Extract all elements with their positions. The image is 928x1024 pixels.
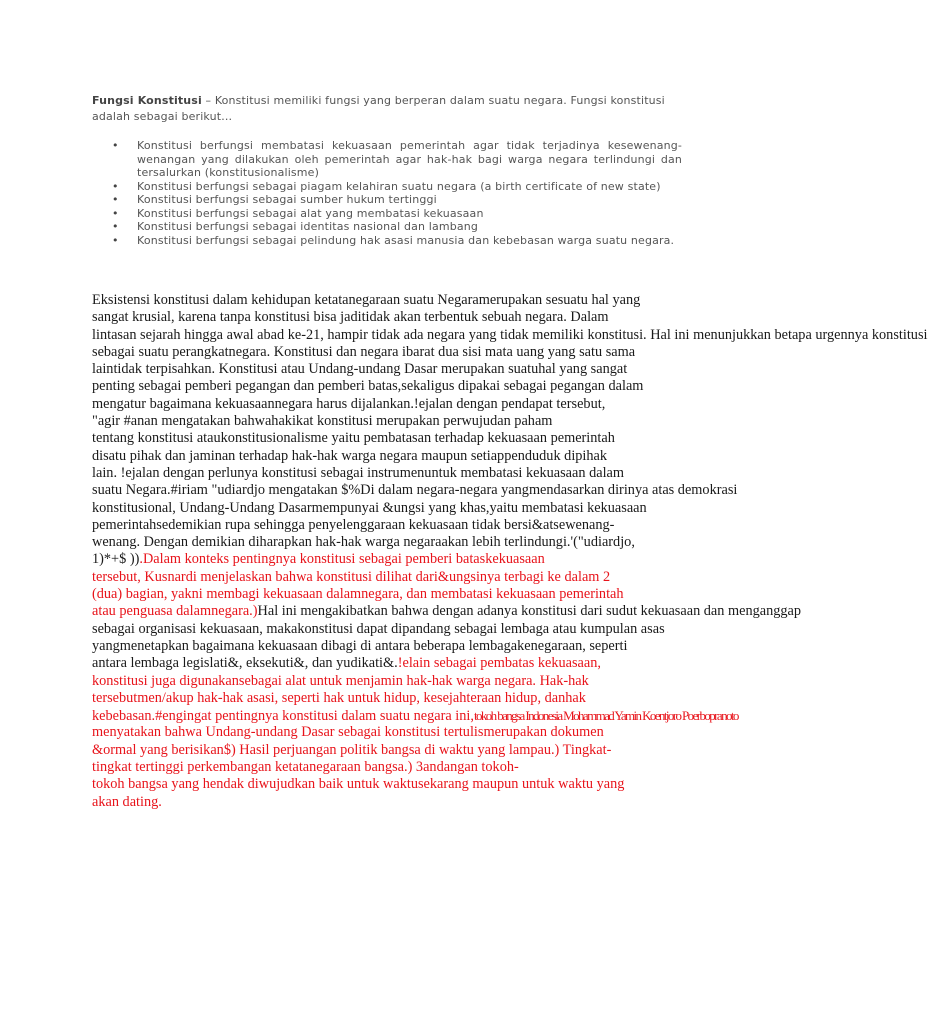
text-line: [92, 465, 682, 482]
body-text-segment: laintidak terpisahkan. Konstitusi atau Undang-undang Dasar merupakan suatuhal yang sangat: [92, 361, 628, 378]
highlighted-text-segment: &ormal yang berisikan$) Hasil perjuangan politik bangsa di waktu yang lampau.) Tingkat-: [92, 741, 612, 758]
text-line: [92, 759, 682, 776]
body-text-segment: penting sebagai pemberi pegangan dan pemberi batas,sekaligus dipakai sebagai pegangan dalam: [92, 378, 644, 395]
text-line: [92, 776, 682, 793]
text-line: [92, 690, 682, 707]
list-item: • Konstitusi berfungsi sebagai piagam kelahiran suatu negara (a birth certificate of new state): [92, 180, 682, 194]
body-text-segment: Hal ini mengakibatkan bahwa dengan adanya konstitusi dari sudut kekuasaan dan menganggap: [257, 603, 802, 620]
text-line: [92, 517, 682, 534]
text-line: [92, 569, 682, 586]
text-line: [92, 309, 682, 326]
body-text-segment: sebagai organisasi kekuasaan, makakonstitusi dapat dipandang sebagai lembaga atau kumpulan asas: [92, 620, 665, 637]
text-line: [92, 448, 682, 465]
text-line: [92, 655, 682, 672]
body-paragraph: [92, 292, 928, 811]
body-text-segment: yangmenetapkan bagaimana kekuasaan dibagi di antara beberapa lembagakenegaraan, seperti: [92, 637, 628, 654]
function-list: [92, 139, 682, 247]
text-line: [92, 724, 682, 741]
body-text-segment: konstitusional, Undang-Undang Dasarmempunyai &ungsi yang khas,yaitu membatasi kekuasaan: [92, 499, 647, 516]
text-line: [92, 430, 682, 447]
highlighted-text-segment: (dua) bagian, yakni membagi kekuasaan dalamnegara, dan membatasi kekuasaan pemerintah: [92, 586, 624, 603]
highlighted-text-segment: tingkat tertinggi perkembangan ketatanegaraan bangsa.) 3andangan tokoh-: [92, 759, 519, 776]
text-line: [92, 707, 738, 725]
highlighted-text-segment: !elain sebagai pembatas kekuasaan,: [397, 655, 601, 672]
list-item: • Konstitusi berfungsi sebagai sumber hukum tertinggi: [92, 193, 682, 207]
highlighted-text-segment: konstitusi juga digunakansebagai alat untuk menjamin hak-hak warga negara. Hak-hak: [92, 672, 589, 689]
body-text-segment: suatu Negara.#iriam "udiardjo mengatakan $%Di dalam negara-negara yangmendasarkan dirinya atas demokrasi: [92, 482, 738, 499]
list-item: • Konstitusi berfungsi sebagai pelindung hak asasi manusia dan kebebasan warga suatu negara.: [92, 234, 682, 248]
intro-paragraph: [92, 93, 682, 125]
body-text-segment: lintasan sejarah hingga awal abad ke-21, hampir tidak ada negara yang tidak memiliki konstitusi. Hal ini menunjukkan betapa urgennya konstitusi: [92, 326, 928, 343]
text-line: [92, 292, 682, 309]
body-text-segment: "agir #anan mengatakan bahwahakikat konstitusi merupakan perwujudan paham: [92, 413, 553, 430]
body-text-segment: lain. !ejalan dengan perlunya konstitusi sebagai instrumenuntuk membatasi kekuasaan dalam: [92, 464, 625, 481]
highlighted-text-segment: tokoh bangsa yang hendak diwujudkan baik untuk waktusekarang maupun untuk waktu yang: [92, 776, 625, 793]
highlighted-text-segment: akan dating.: [92, 793, 162, 810]
text-line: [92, 326, 928, 344]
body-text-segment: sebagai suatu perangkatnegara. Konstitusi dan negara ibarat dua sisi mata uang yang satu sama: [92, 343, 636, 360]
body-text-segment: tentang konstitusi ataukonstitusionalisme yaitu pembatasan terhadap kekuasaan pemerintah: [92, 430, 615, 447]
body-text-segment: sangat krusial, karena tanpa konstitusi bisa jaditidak akan terbentuk sebuah negara. Dalam: [92, 309, 609, 326]
text-line: [92, 603, 802, 620]
text-line: [92, 586, 682, 603]
body-text-segment: antara lembaga legislati&, eksekuti&, dan yudikati&.: [92, 655, 398, 672]
highlighted-text-segment: tersebutmen/akup hak-hak asasi, seperti hak untuk hidup, kesejahteraan hidup, danhak: [92, 689, 586, 706]
body-text-segment: mengatur bagaimana kekuasaannegara harus dijalankan.!ejalan dengan pendapat tersebut,: [92, 395, 606, 412]
intro-term: Fungsi Konstitusi: [92, 94, 202, 107]
body-text-segment: pemerintahsedemikian rupa sehingga penyelenggaraan kekuasaan tidak bersi&atsewenang-: [92, 516, 615, 533]
text-line: [92, 482, 738, 499]
body-text-segment: wenang. Dengan demikian diharapkan hak-hak warga negaraakan lebih terlindungi.'("udiardjo,: [92, 534, 635, 551]
highlighted-text-segment: .Dalam konteks pentingnya konstitusi sebagai pemberi bataskekuasaan: [139, 551, 545, 568]
text-line: [92, 621, 682, 638]
intro-text-line1: – Konstitusi memiliki fungsi yang berperan dalam suatu negara. Fungsi konstitusi: [201, 94, 665, 107]
highlighted-text-segment: kebebasan.#engingat pentingnya konstitusi dalam suatu negara ini,: [92, 708, 474, 725]
text-line: [92, 534, 682, 551]
text-line: [92, 344, 682, 361]
text-line: [92, 551, 682, 568]
list-item: • Konstitusi berfungsi sebagai alat yang membatasi kekuasaan: [92, 207, 682, 221]
text-line: [92, 378, 682, 395]
highlighted-text-segment: menyatakan bahwa Undang-undang Dasar sebagai konstitusi tertulismerupakan dokumen: [92, 724, 604, 741]
text-line: [92, 413, 682, 430]
text-line: [92, 361, 682, 378]
text-line: [92, 500, 682, 517]
highlighted-text-segment: tersebut, Kusnardi menjelaskan bahwa konstitusi dilihat dari&ungsinya terbagi ke dalam 2: [92, 568, 611, 585]
text-line: [92, 396, 682, 413]
list-item: • Konstitusi berfungsi sebagai identitas nasional dan lambang: [92, 220, 682, 234]
body-text-segment: 1)*+$ )): [92, 551, 140, 568]
list-item: • Konstitusi berfungsi membatasi kekuasaan pemerintah agar tidak terjadinya kesewenang-wenangan yang dilakukan oleh pemerintah agar hak-hak bagi warga negara terlindungi dan tersalurkan (konstitusionalisme): [92, 139, 682, 180]
text-line: [92, 638, 682, 655]
text-line: [92, 742, 682, 759]
text-line: [92, 794, 682, 811]
body-text-segment: Eksistensi konstitusi dalam kehidupan ketatanegaraan suatu Negaramerupakan sesuatu hal yang: [92, 292, 641, 308]
intro-text-line2: adalah sebagai berikut…: [92, 110, 233, 123]
highlighted-text-segment: atau penguasa dalamnegara.): [92, 603, 258, 620]
compressed-text-segment: tokoh bangsa Indonesia Mohammad Yamin Koentjoro Poerbopranoto: [473, 708, 738, 724]
text-line: [92, 673, 682, 690]
body-text-segment: disatu pihak dan jaminan terhadap hak-hak warga negara maupun setiappenduduk dipihak: [92, 447, 608, 464]
